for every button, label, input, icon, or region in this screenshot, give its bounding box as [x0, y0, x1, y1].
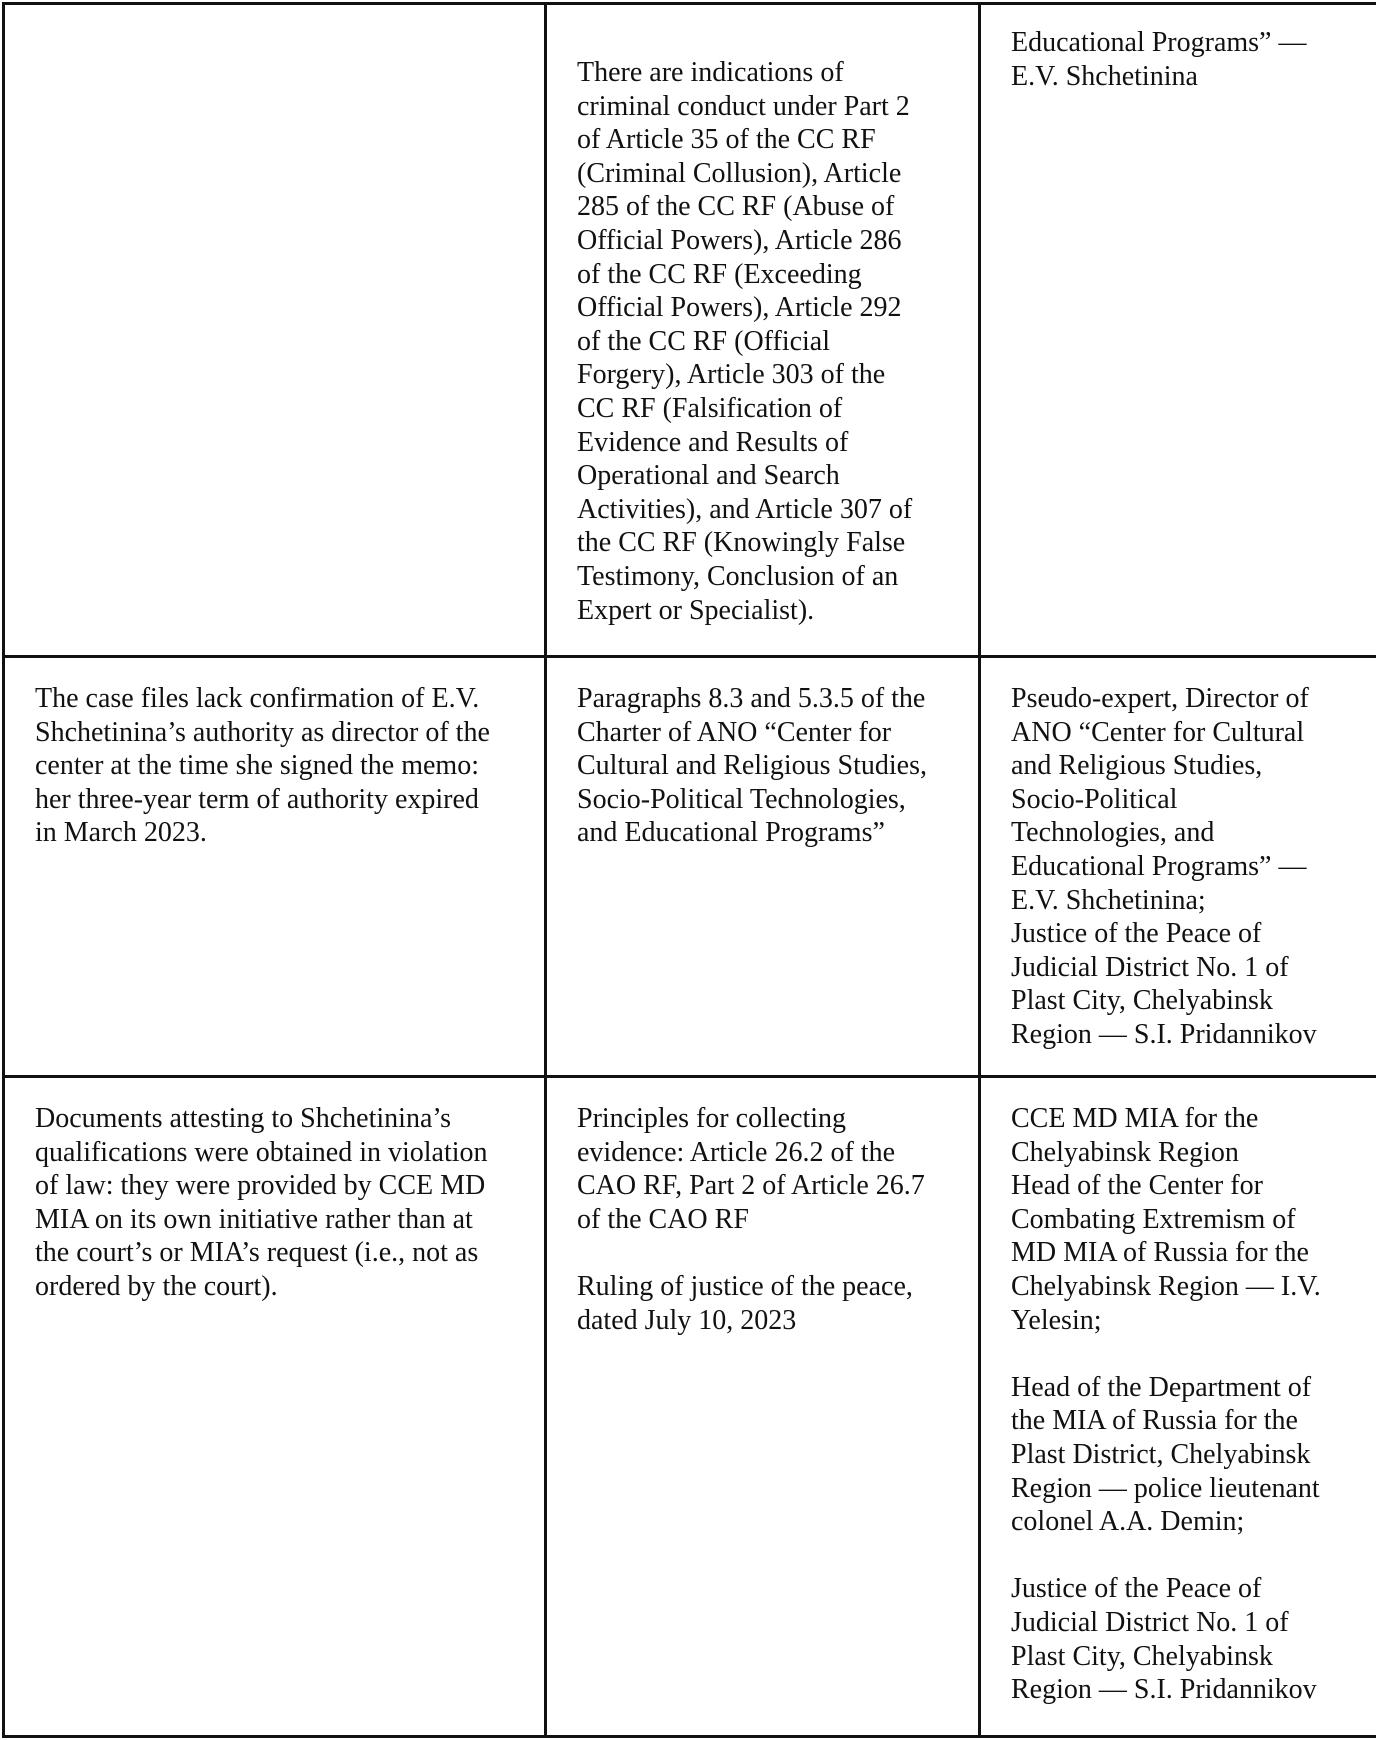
table-cell-legal-basis: [546, 1077, 980, 1737]
table-row: [4, 4, 1376, 657]
paragraph-gap: [547, 1236, 978, 1270]
cell-paragraph: Head of the Department of the MIA of Russia for the Plast District, Chelyabinsk Region — police lieutenant colonel A.A. Demin;: [1011, 1371, 1320, 1538]
table-cell-violation: [4, 1077, 546, 1737]
cell-paragraph: Ruling of justice of the peace, dated July 10, 2023: [577, 1270, 913, 1336]
table-row: [4, 657, 1376, 1077]
cell-text: The case files lack confirmation of E.V. Shchetinina’s authority as director of the center at the time she signed the memo: her three-year term of authority expired in March 2023.: [35, 683, 490, 849]
cell-paragraph: CCE MD MIA for the Chelyabinsk Region Head of the Center for Combating Extremism of MD MIA of Russia for the Chelyabinsk Region — I.V. Yelesin;: [1011, 1103, 1321, 1336]
cell-text: Educational Programs” — E.V. Shchetinina: [1011, 27, 1307, 92]
cell-text: Documents attesting to Shchetinina’s qualifications were obtained in violation of law: they were provided by CCE MD MIA on its own initiative rather than at the court’s or MIA’s request (i.e., not as ordered by the court).: [35, 1103, 488, 1302]
legal-table: [2, 2, 1376, 1738]
table-cell-responsible-persons: [980, 1077, 1376, 1737]
paragraph-gap: [981, 1539, 1376, 1573]
table-cell-violation: [4, 4, 546, 657]
table-cell-responsible-persons: [980, 657, 1376, 1077]
cell-paragraph: Justice of the Peace of Judicial District No. 1 of Plast City, Chelyabinsk Region — S.I. Pridannikov: [1011, 1573, 1317, 1706]
cell-text: Pseudo-expert, Director of ANO “Center for Cultural and Religious Studies, Socio-Political Technologies, and Educational Programs” — E.V. Shchetinina; Justice of the Peace of Judicial District No. 1 of Plast City, Chelyabinsk Region — S.I. Pridannikov: [1011, 683, 1317, 1050]
cell-paragraph: Principles for collecting evidence: Article 26.2 of the CAO RF, Part 2 of Article 26.7 of the CAO RF: [577, 1103, 925, 1235]
table-row: [4, 1077, 1376, 1737]
paragraph-gap: [981, 1337, 1376, 1371]
table-cell-legal-basis: [546, 657, 980, 1077]
cell-text: There are indications of criminal conduct under Part 2 of Article 35 of the CC RF (Criminal Collusion), Article 285 of the CC RF (Abuse of Official Powers), Article 286 of the CC RF (Exceeding Official Powers), Article 292 of the CC RF (Official Forgery), Article 303 of the CC RF (Falsification of Evidence and Results of Operational and Search Activities), and Article 307 of the CC RF (Knowingly False Testimony, Conclusion of an Expert or Specialist).: [577, 57, 913, 626]
table-cell-responsible-persons: [980, 4, 1376, 657]
table-cell-violation: [4, 657, 546, 1077]
table-cell-legal-basis: [546, 4, 980, 657]
cell-text: Paragraphs 8.3 and 5.3.5 of the Charter of ANO “Center for Cultural and Religious Studies, Socio-Political Technologies, and Educational Programs”: [577, 683, 927, 849]
